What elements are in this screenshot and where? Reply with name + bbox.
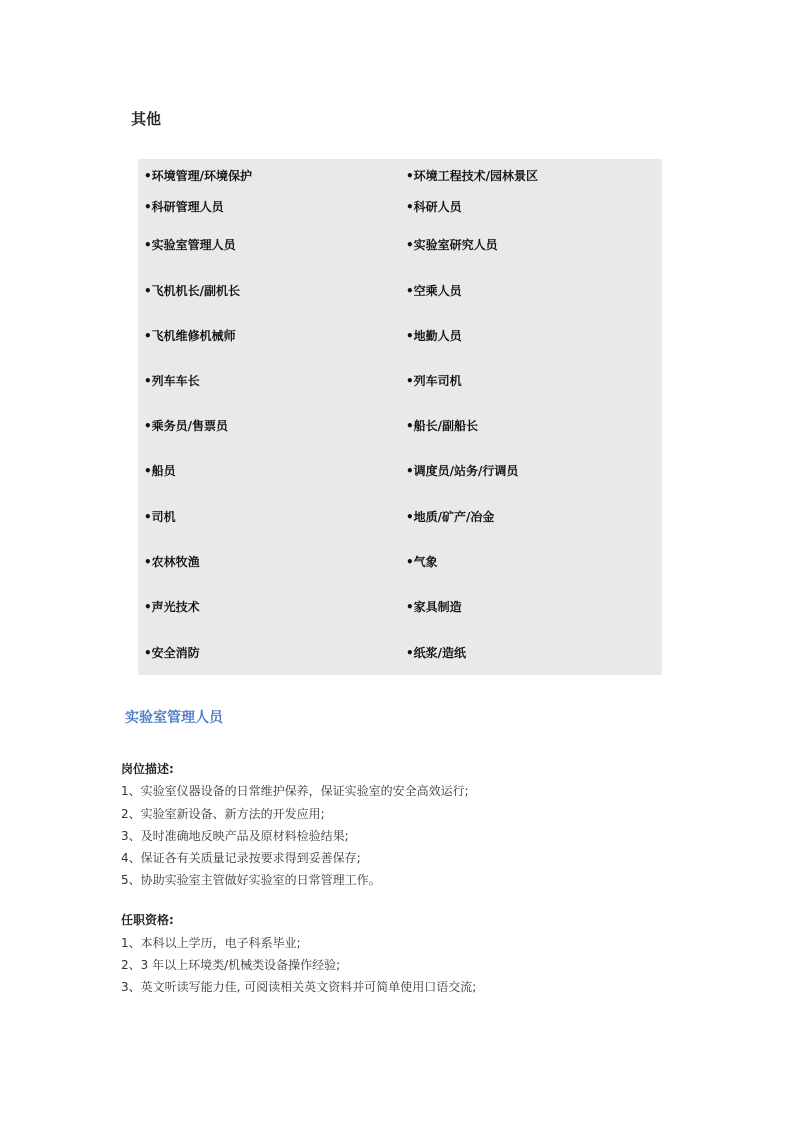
category-item: •飞机维修机械师 <box>144 329 236 343</box>
category-item: •船长/副船长 <box>406 419 479 433</box>
section-title: 其他 <box>131 110 162 128</box>
category-item: •地质/矿产/冶金 <box>406 510 495 524</box>
category-item: •安全消防 <box>144 646 200 660</box>
description-line: 1、实验室仪器设备的日常维护保养，保证实验室的安全高效运行; <box>121 784 469 798</box>
category-item: •声光技术 <box>144 600 200 614</box>
category-item: •农林牧渔 <box>144 555 200 569</box>
category-item: •实验室管理人员 <box>144 238 236 252</box>
requirements-heading: 任职资格: <box>121 913 174 927</box>
category-item: •科研管理人员 <box>144 200 224 214</box>
description-heading: 岗位描述: <box>121 762 174 776</box>
category-item: •司机 <box>144 510 176 524</box>
description-line: 3、及时准确地反映产品及原材料检验结果; <box>121 829 349 843</box>
category-item: •家具制造 <box>406 600 462 614</box>
description-line: 2、实验室新设备、新方法的开发应用; <box>121 807 325 821</box>
category-item: •乘务员/售票员 <box>144 419 229 433</box>
category-item: •环境管理/环境保护 <box>144 169 253 183</box>
category-item: •列车司机 <box>406 374 462 388</box>
job-title: 实验室管理人员 <box>125 710 223 726</box>
category-item: •气象 <box>406 555 438 569</box>
category-item: •实验室研究人员 <box>406 238 498 252</box>
category-item: •调度员/站务/行调员 <box>406 464 519 478</box>
requirement-line: 2、3 年以上环境类/机械类设备操作经验; <box>121 958 341 972</box>
category-grid <box>138 159 662 675</box>
category-item: •空乘人员 <box>406 284 462 298</box>
category-item: •飞机机长/副机长 <box>144 284 241 298</box>
category-item: •船员 <box>144 464 176 478</box>
description-line: 5、协助实验室主管做好实验室的日常管理工作。 <box>121 873 381 887</box>
category-item: •纸浆/造纸 <box>406 646 467 660</box>
category-item: •环境工程技术/园林景区 <box>406 169 539 183</box>
category-item: •地勤人员 <box>406 329 462 343</box>
category-item: •列车车长 <box>144 374 200 388</box>
description-line: 4、保证各有关质量记录按要求得到妥善保存; <box>121 851 361 865</box>
category-item: •科研人员 <box>406 200 462 214</box>
requirement-line: 3、英文听读写能力佳, 可阅读相关英文资料并可简单使用口语交流; <box>121 980 477 994</box>
requirement-line: 1、本科以上学历，电子科系毕业; <box>121 936 301 950</box>
